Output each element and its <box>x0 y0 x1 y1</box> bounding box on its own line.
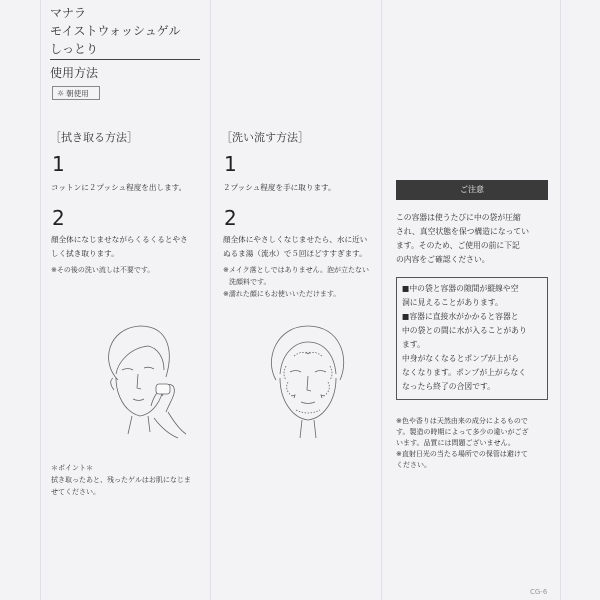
fold-line <box>210 0 211 600</box>
caution-intro <box>396 211 529 267</box>
step-text: 顔全体になじませながらくるくるとやさ <box>51 235 188 244</box>
wipe-method-title: ［拭き取る方法］ <box>50 131 138 144</box>
step-note: 洗顔料です。 <box>229 278 271 286</box>
brand-line: マナラ <box>50 6 87 20</box>
divider <box>50 59 200 60</box>
step-note: ※メイク落としではありません。泡が立たない <box>223 266 370 274</box>
morning-use-badge <box>52 86 100 100</box>
point-title: ＊ポイント＊ <box>51 464 93 472</box>
caution-header: ご注意 <box>396 180 548 200</box>
fold-line <box>40 0 41 600</box>
step-text: ぬるま湯（流水）で５回ほどすすぎます。 <box>223 249 367 258</box>
step-text: ２プッシュ程度を手に取ります。 <box>223 183 336 192</box>
step-note: ※濡れた顔にもお使いいただけます。 <box>223 290 341 298</box>
step-number: 1 <box>52 152 65 176</box>
caution-footnotes <box>396 416 528 471</box>
point-text: せてください。 <box>51 488 100 496</box>
caution-list <box>402 282 527 394</box>
rinse-method-title: ［洗い流す方法］ <box>221 131 309 144</box>
brand-line: モイストウォッシュゲル <box>50 24 181 38</box>
step-note: ※その後の洗い流しは不要です。 <box>51 266 155 274</box>
caution-item: 中身がなくなるとポンプが上がら <box>402 354 519 363</box>
footnote-line: います。品質には問題ございません。 <box>396 439 515 447</box>
print-code: CG-6 <box>530 588 548 596</box>
footnote-line: ください。 <box>396 461 431 469</box>
caution-item: なったら終了の合図です。 <box>402 382 495 391</box>
fold-line <box>381 0 382 600</box>
step-number: 2 <box>52 206 65 230</box>
caution-line: この容器は使うたびに中の袋が圧縮 <box>396 213 521 222</box>
step-number: 2 <box>224 206 237 230</box>
footnote-line: す。製造の時期によって多少の違いがござ <box>396 428 529 436</box>
caution-item: ます。 <box>402 340 425 349</box>
caution-item: なくなります。ポンプが上がらなく <box>402 368 527 377</box>
caution-item: 洞に見えることがあります。 <box>402 298 503 307</box>
caution-line: され、真空状態を保つ構造になってい <box>396 227 530 236</box>
brand-line: しっとり <box>50 42 99 56</box>
caution-item: 中の袋との間に水が入ることがあり <box>402 326 527 335</box>
wipe-face-illustration <box>88 322 188 442</box>
step-text: 顔全体にやさしくなじませたら、水に近い <box>223 235 368 244</box>
caution-item: ■中の袋と容器の隙間が縦線や空 <box>402 284 519 293</box>
footnote-line: ※直射日光の当たる場所での保管は避けて <box>396 450 528 458</box>
step-text: しく拭き取ります。 <box>51 249 119 258</box>
section-title: 使用方法 <box>50 66 99 80</box>
rinse-face-illustration <box>258 322 358 442</box>
caution-line: ます。そのため、ご使用の前に下記 <box>396 241 520 250</box>
footnote-line: ※色や香りは天然由来の成分によるもので <box>396 417 528 425</box>
product-name <box>50 4 181 58</box>
step-number: 1 <box>224 152 237 176</box>
caution-item: ■容器に直接水がかかると容器と <box>402 312 519 321</box>
sun-icon: ☼ <box>57 89 65 98</box>
fold-line <box>560 0 561 600</box>
point-text: 拭き取ったあと、残ったゲルはお肌になじま <box>51 476 191 484</box>
step-text: コットンに２プッシュ程度を出します。 <box>51 183 187 192</box>
badge-label: 朝使用 <box>66 89 89 98</box>
caution-line: の内容をご確認ください。 <box>396 255 490 264</box>
